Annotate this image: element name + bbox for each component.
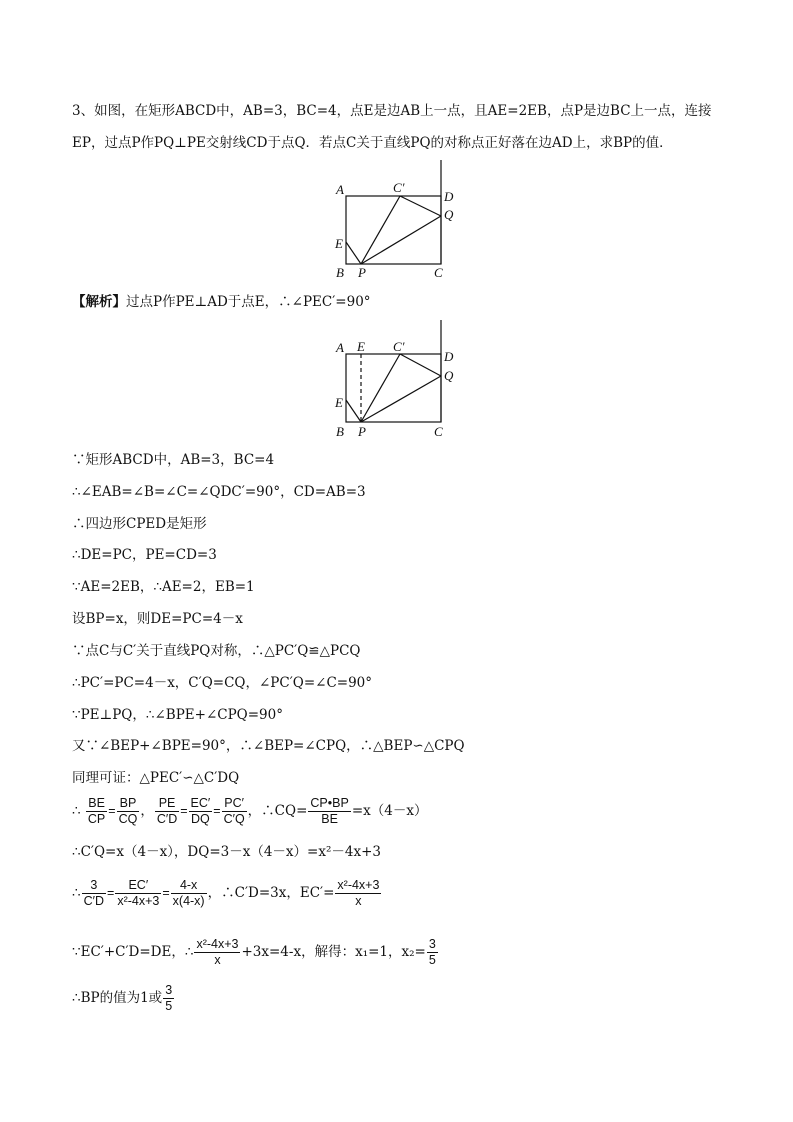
fraction-pe-cd: $\frac{PE}{C'D}$ (156, 796, 178, 826)
label-A: A (336, 182, 344, 197)
label-P: P (358, 424, 366, 439)
problem-line-2: EP，过点P作PQ⊥PE交射线CD于点Q．若点C关于直线PQ的对称点正好落在边AD上，求BP的值． (72, 135, 673, 151)
label-E: E (335, 395, 343, 410)
step-9: ∵PE⊥PQ，∴∠BPE+∠CPQ=90° (72, 707, 283, 723)
analysis-tag: 【解析】 (72, 294, 126, 310)
fraction-quad-x: $\frac{\text{x²-4x+3}}{x}$ (337, 878, 380, 908)
step-8: ∴PC′=PC=4－x，C′Q=CQ，∠PC′Q=∠C=90° (72, 675, 373, 691)
label-D: D (444, 189, 454, 204)
fraction-pc-cq: $\frac{PC'}{C'Q}$ (223, 796, 245, 826)
label-Q: Q (444, 368, 454, 383)
step-10: 又∵∠BEP+∠BPE=90°，∴∠BEP=∠CPQ，∴△BEP∽△CPQ (72, 738, 465, 754)
analysis-text: 过点P作PE⊥AD于点E，∴∠PEC′=90° (126, 294, 371, 310)
fraction-ec-quad: $\frac{EC'}{\text{x²-4x+3}}$ (117, 878, 160, 908)
step-13: ∴C′Q=x（4－x），DQ=3－x（4－x）=x²－4x+3 (72, 844, 381, 860)
step-12-lead: ∴ (72, 803, 81, 819)
fraction-cpbp-be: $\frac{CP•BP}{BE}$ (310, 796, 349, 826)
fraction-3-cd: $\frac{3}{C'D}$ (83, 878, 104, 908)
label-B: B (336, 424, 344, 439)
step-5: ∵AE=2EB，∴AE=2，EB=1 (72, 579, 255, 595)
label-D: D (444, 349, 454, 364)
fraction-answer: $\frac{3}{5}$ (165, 983, 173, 1013)
figure-1 (330, 160, 480, 285)
label-B: B (336, 265, 344, 280)
step-11: 同理可证：△PEC′∽△C′DQ (72, 770, 240, 786)
step-2: ∴∠EAB=∠B=∠C=∠QDC′=90°，CD=AB=3 (72, 484, 366, 500)
fraction-ec-dq: $\frac{EC'}{DQ}$ (190, 796, 211, 826)
problem-line-1: 3、如图，在矩形ABCD中，AB=3，BC=4，点E是边AB上一点，且AE=2EB，点P是边BC上一点，连接 (72, 103, 712, 119)
step-3: ∴四边形CPED是矩形 (72, 516, 207, 532)
step-14: ∴ $\frac{3}{C'D}$ = $\frac{EC'}{\text{x²-4x+3}}$ = $\frac{4-x}{x(4-x)}$ ，∴C′D=3x，EC′= $\frac{\text{x²-4x+3}}{x}$ (72, 878, 380, 908)
step-16: ∴BP的值为1或 $\frac{3}{5}$ (72, 983, 173, 1013)
label-E-top: E (357, 339, 365, 354)
label-P: P (358, 265, 366, 280)
label-Q: Q (444, 207, 454, 222)
fraction-quad-x-2: $\frac{\text{x²-4x+3}}{x}$ (196, 937, 239, 967)
fraction-3-5: $\frac{3}{5}$ (428, 937, 436, 967)
label-A: A (336, 340, 344, 355)
figure-2 (330, 320, 480, 445)
fraction-be-cp: $\frac{BE}{CP}$ (87, 796, 106, 826)
label-C-prime: C′ (393, 339, 405, 354)
label-C: C (434, 424, 443, 439)
fraction-bp-cq: $\frac{BP}{CQ}$ (118, 796, 138, 826)
step-1: ∵矩形ABCD中，AB=3，BC=4 (72, 452, 275, 468)
step-7: ∵点C与C′关于直线PQ对称，∴△PC′Q≌△PCQ (72, 643, 361, 659)
analysis-line (72, 293, 371, 311)
fraction-4x-x4x: $\frac{4-x}{x(4-x)}$ (172, 878, 205, 908)
step-15: ∵EC′+C′D=DE，∴ $\frac{\text{x²-4x+3}}{x}$ +3x=4-x，解得：x₁=1，x₂= $\frac{3}{5}$ (72, 937, 436, 967)
label-C-prime: C′ (393, 180, 405, 195)
label-C: C (434, 265, 443, 280)
label-E: E (335, 236, 343, 251)
step-12: ∴ $\frac{BE}{CP}$ = $\frac{BP}{CQ}$ ， $\frac{PE}{C'D}$ = $\frac{EC'}{DQ}$ = $\frac{PC'}{C'Q}$ ，∴CQ= $\frac{CP•BP}{BE}$ =x（4－x） (72, 796, 428, 826)
step-6: 设BP=x，则DE=PC=4－x (72, 611, 243, 627)
step-4: ∴DE=PC，PE=CD=3 (72, 547, 217, 563)
